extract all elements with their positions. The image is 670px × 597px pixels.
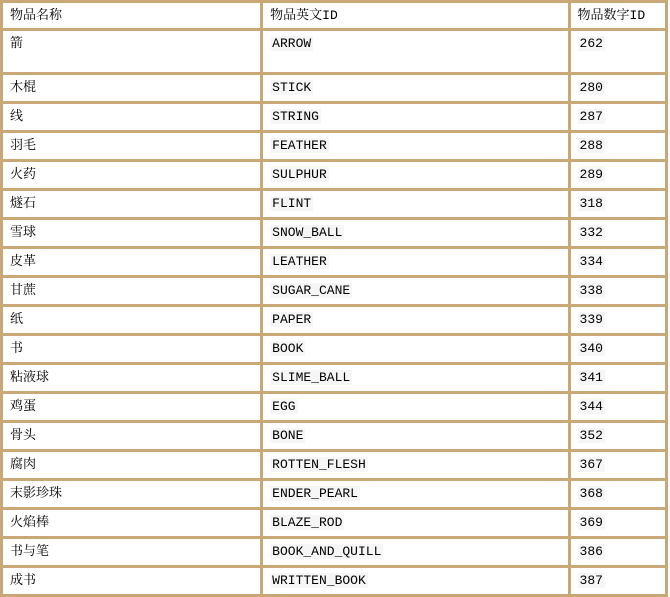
table-row (2, 335, 667, 364)
table-row (2, 74, 667, 103)
item-numeric-id-cell (569, 364, 666, 393)
table-row (2, 480, 667, 509)
item-numeric-id-value: 340 (579, 341, 603, 356)
item-english-id-value: ARROW (272, 36, 312, 51)
item-numeric-id-cell (569, 509, 666, 538)
item-english-id-value: WRITTEN_BOOK (272, 573, 366, 588)
item-name-cell: 皮革 (2, 248, 262, 277)
item-name-cell: 成书 (2, 567, 262, 596)
item-english-id-cell (262, 190, 569, 219)
item-english-id-cell (262, 480, 569, 509)
item-numeric-id-value: 332 (579, 225, 603, 240)
item-english-id-cell (262, 103, 569, 132)
item-english-id-cell (262, 538, 569, 567)
table-row (2, 103, 667, 132)
item-numeric-id-value: 341 (579, 370, 603, 385)
item-english-id-value: FLINT (272, 196, 312, 211)
item-english-id-value: SNOW_BALL (272, 225, 343, 240)
item-name-cell: 书与笔 (2, 538, 262, 567)
item-name-cell: 火药 (2, 161, 262, 190)
item-numeric-id-value: 338 (579, 283, 603, 298)
item-name-cell: 末影珍珠 (2, 480, 262, 509)
item-name-cell: 书 (2, 335, 262, 364)
item-english-id-cell (262, 364, 569, 393)
item-name-cell: 雪球 (2, 219, 262, 248)
item-numeric-id-value: 339 (579, 312, 603, 327)
item-english-id-cell (262, 393, 569, 422)
item-english-id-cell (262, 422, 569, 451)
item-english-id-value: BOOK_AND_QUILL (272, 544, 382, 559)
item-english-id-value: SLIME_BALL (272, 370, 351, 385)
item-numeric-id-value: 280 (579, 80, 603, 95)
item-english-id-cell (262, 451, 569, 480)
item-name-cell: 羽毛 (2, 132, 262, 161)
column-header-item-name: 物品名称 (2, 2, 262, 30)
table-row (2, 30, 667, 74)
item-name-cell: 火焰棒 (2, 509, 262, 538)
item-numeric-id-cell (569, 277, 666, 306)
item-numeric-id-value: 318 (579, 196, 603, 211)
item-english-id-cell (262, 277, 569, 306)
column-header-item-numeric-id: 物品数字ID (569, 2, 666, 30)
item-numeric-id-cell (569, 161, 666, 190)
item-english-id-value: STRING (272, 109, 319, 124)
table-body (2, 30, 667, 596)
table-row (2, 393, 667, 422)
column-header-item-english-id: 物品英文ID (262, 2, 569, 30)
item-name-cell: 线 (2, 103, 262, 132)
item-numeric-id-cell (569, 393, 666, 422)
item-numeric-id-value: 367 (579, 457, 603, 472)
item-english-id-value: BLAZE_ROD (272, 515, 343, 530)
item-numeric-id-cell (569, 422, 666, 451)
table-row (2, 567, 667, 596)
item-name-cell: 骨头 (2, 422, 262, 451)
item-name-cell: 粘液球 (2, 364, 262, 393)
item-name-cell: 燧石 (2, 190, 262, 219)
item-numeric-id-value: 344 (579, 399, 603, 414)
item-numeric-id-cell (569, 219, 666, 248)
item-numeric-id-value: 334 (579, 254, 603, 269)
item-numeric-id-cell (569, 480, 666, 509)
item-english-id-cell (262, 161, 569, 190)
table-row (2, 219, 667, 248)
item-numeric-id-cell (569, 248, 666, 277)
item-english-id-value: ENDER_PEARL (272, 486, 358, 501)
item-numeric-id-value: 289 (579, 167, 603, 182)
item-name-cell: 腐肉 (2, 451, 262, 480)
item-name-cell: 甘蔗 (2, 277, 262, 306)
item-english-id-value: ROTTEN_FLESH (272, 457, 366, 472)
item-english-id-cell (262, 306, 569, 335)
item-numeric-id-cell (569, 30, 666, 74)
item-english-id-cell (262, 74, 569, 103)
table-row (2, 248, 667, 277)
item-numeric-id-cell (569, 451, 666, 480)
header-row (2, 2, 667, 30)
item-english-id-value: BONE (272, 428, 304, 443)
item-numeric-id-value: 262 (579, 36, 603, 51)
item-english-id-cell (262, 248, 569, 277)
table-row (2, 422, 667, 451)
item-english-id-value: STICK (272, 80, 312, 95)
table-row (2, 451, 667, 480)
table-row (2, 161, 667, 190)
item-name-cell: 鸡蛋 (2, 393, 262, 422)
table-header (2, 2, 667, 30)
item-numeric-id-value: 386 (579, 544, 603, 559)
item-numeric-id-value: 287 (579, 109, 603, 124)
table-row (2, 306, 667, 335)
item-english-id-value: FEATHER (272, 138, 327, 153)
item-numeric-id-value: 368 (579, 486, 603, 501)
item-english-id-value: BOOK (272, 341, 304, 356)
item-numeric-id-value: 352 (579, 428, 603, 443)
table-row (2, 509, 667, 538)
item-numeric-id-value: 387 (579, 573, 603, 588)
item-numeric-id-value: 288 (579, 138, 603, 153)
item-english-id-cell (262, 132, 569, 161)
item-name-cell: 纸 (2, 306, 262, 335)
item-numeric-id-cell (569, 538, 666, 567)
item-numeric-id-value: 369 (579, 515, 603, 530)
item-numeric-id-cell (569, 132, 666, 161)
table-row (2, 538, 667, 567)
item-numeric-id-cell (569, 74, 666, 103)
item-english-id-cell (262, 335, 569, 364)
item-numeric-id-cell (569, 335, 666, 364)
item-name-cell: 木棍 (2, 74, 262, 103)
item-name-cell: 箭 (2, 30, 262, 74)
item-english-id-cell (262, 219, 569, 248)
item-english-id-value: EGG (272, 399, 296, 414)
item-english-id-cell (262, 567, 569, 596)
item-english-id-value: LEATHER (272, 254, 327, 269)
item-numeric-id-cell (569, 306, 666, 335)
item-numeric-id-cell (569, 190, 666, 219)
item-english-id-cell (262, 509, 569, 538)
item-english-id-cell (262, 30, 569, 74)
item-english-id-value: PAPER (272, 312, 312, 327)
item-numeric-id-cell (569, 103, 666, 132)
item-numeric-id-cell (569, 567, 666, 596)
table-row (2, 364, 667, 393)
table-row (2, 190, 667, 219)
item-english-id-value: SULPHUR (272, 167, 327, 182)
table-row (2, 132, 667, 161)
item-english-id-value: SUGAR_CANE (272, 283, 351, 298)
table-row (2, 277, 667, 306)
